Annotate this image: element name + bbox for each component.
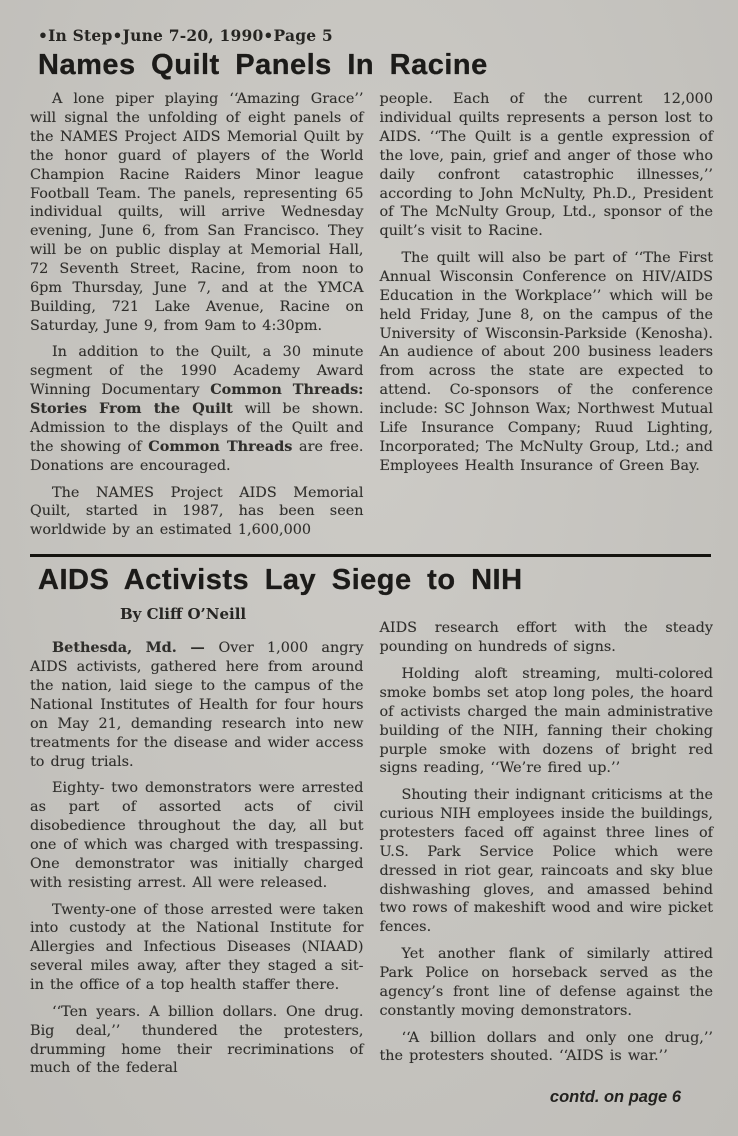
text-run: Over 1,000 angry AIDS activists, gathered here from around the nation, laid siege to the campus of the National Institutes of Health for four hours on May 21, demanding research into new treatments for the disease and wider access to drug trials. bbox=[30, 640, 364, 770]
text-run: A lone piper playing ‘‘Amazing Grace’’ will signal the unfolding of eight panels of the NAMES Project AIDS Memorial Quilt by the honor guard of players of the World Champion Racine Raiders Minor league Football Team. The panels, representing 65 individual quilts, will arrive Wednesday evening, June 6, from San Francisco. They will be on public display at Memorial Hall, 72 Seventh Street, Racine, from noon to 6pm Thursday, June 7, and at the YMCA Building, 721 Lake Avenue, Racine on Saturday, June 9, from 9am to 4:30pm. bbox=[30, 91, 364, 334]
text-run: are free. Donations are encouraged. bbox=[30, 438, 364, 474]
continuation-notice: contd. on page 6 bbox=[549, 1088, 681, 1107]
article-headline: Names Quilt Panels In Racine bbox=[38, 49, 488, 81]
bold-text-run: Common Threads bbox=[148, 437, 293, 455]
text-run: The quilt will also be part of ‘‘The First Annual Wisconsin Conference on HIV/AIDS Education in the Workplace’’ which will be held Friday, June 8, on the campus of the University of Wisconsin-Parkside (Kenosha). An audience of about 200 business leaders from across the state are expected to attend. Co-sponsors of the conference include: SC Johnson Wax; Northwest Mutual Life Insurance Company; Ruud Lighting, Incorporated; The McNulty Group, Ltd.; and Employees Health Insurance of Green Bay. bbox=[379, 250, 713, 474]
text-run: Holding aloft streaming, multi-colored smoke bombs set atop long poles, the hoard of activists charged the main administrative building of the NIH, fanning their choking purple smoke with dozens of bright red signs reading, ‘‘We’re fired up.’’ bbox=[379, 666, 713, 777]
article-columns bbox=[30, 620, 713, 1107]
paragraph bbox=[380, 90, 714, 241]
paragraph bbox=[30, 901, 364, 995]
paragraph bbox=[380, 786, 714, 937]
text-run: Twenty-one of those arrested were taken into custody at the National Institute for Allergies and Infectious Diseases (NIAAD) several miles away, after they staged a sit-in the office of a top health staffer there. bbox=[30, 901, 364, 993]
section-divider bbox=[30, 554, 711, 557]
bold-text-run: Common Threads: Stories From the Quilt bbox=[30, 381, 364, 418]
article-column-left bbox=[30, 90, 364, 548]
paragraph bbox=[30, 1003, 364, 1078]
paragraph bbox=[380, 665, 714, 778]
article-column-right bbox=[380, 90, 714, 483]
text-run: Eighty- two demonstrators were arrested as part of assorted acts of civil disobedience throughout the day, all but one of which was charged with trespassing. One demonstrator was initially charged with resisting arrest. All were released. bbox=[30, 780, 364, 891]
page-header: •In Step•June 7-20, 1990•Page 5 bbox=[38, 26, 333, 45]
paragraph bbox=[30, 90, 364, 335]
text-run: ‘‘Ten years. A billion dollars. One drug. Big deal,’’ thundered the protesters, drumming home their recriminations of much of the federal bbox=[30, 1003, 364, 1077]
paragraph bbox=[380, 249, 714, 475]
paragraph bbox=[380, 1029, 714, 1067]
article-headline: AIDS Activists Lay Siege to NIH bbox=[38, 564, 523, 597]
paragraph bbox=[30, 484, 364, 541]
text-run: people. Each of the current 12,000 individual quilts represents a person lost to AIDS. ‘‘The Quilt is a gentle expression of the love, pain, grief and anger of those who daily confront catastrophic illnesses,’’ according to John McNulty, Ph.D., President of The McNulty Group, Ltd., sponsor of the quilt’s visit to Racine. bbox=[379, 91, 713, 240]
text-run: The NAMES Project AIDS Memorial Quilt, started in 1987, has been seen worldwide by an estimated 1,600,000 bbox=[30, 484, 364, 539]
text-run: Shouting their indignant criticisms at the curious NIH employees inside the buildings, protesters faced off against three lines of U.S. Park Service Police which were dressed in riot gear, raincoats and sky blue dishwashing gloves, and amassed behind two rows of makeshift wood and wire picket fences. bbox=[379, 787, 713, 936]
article-aids-activists bbox=[30, 565, 713, 1107]
paragraph bbox=[30, 639, 364, 771]
article-names-quilt bbox=[30, 50, 713, 548]
text-run: Yet another flank of similarly attired Park Police on horseback served as the agency’s front line of defense against the constantly moving demonstrators. bbox=[379, 946, 713, 1019]
paragraph bbox=[380, 619, 714, 657]
text-run: In addition to the Quilt, a 30 minute segment of the 1990 Academy Award Winning Documentary bbox=[30, 344, 364, 399]
text-run: ‘‘A billion dollars and only one drug,’’ the protesters shouted. ‘‘AIDS is war.’’ bbox=[379, 1029, 713, 1065]
article-column-left bbox=[30, 637, 364, 1086]
article-columns bbox=[30, 90, 713, 548]
text-run: will be shown. Admission to the displays of the Quilt and the showing of bbox=[30, 401, 364, 455]
article-column-right bbox=[380, 619, 714, 1107]
text-run: AIDS research effort with the steady pounding on hundreds of signs. bbox=[379, 620, 713, 656]
article-byline: By Cliff O’Neill bbox=[120, 605, 247, 624]
paragraph bbox=[30, 779, 364, 892]
paragraph bbox=[380, 945, 714, 1020]
paragraph bbox=[30, 343, 364, 475]
bold-text-run: Bethesda, Md. — bbox=[52, 639, 219, 657]
